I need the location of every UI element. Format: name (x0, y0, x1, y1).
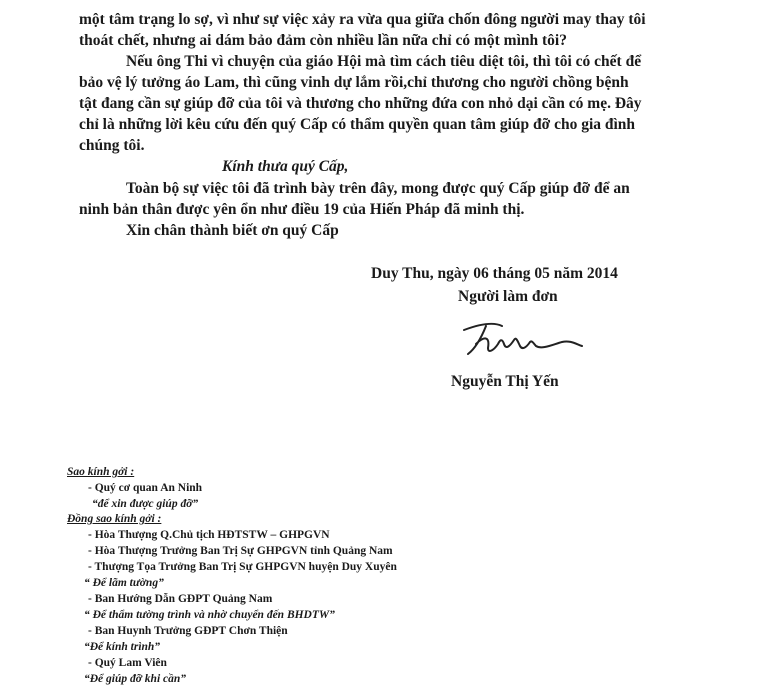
body-line-2: thoát chết, nhưng ai dám bảo đảm còn nhiều lần nữa chỉ có một mình tôi? (79, 32, 567, 49)
dong-sao-item-2: - Hòa Thượng Trưởng Ban Trị Sự GHPGVN tỉnh Quảng Nam (88, 545, 393, 557)
cc-item-1: - Quý cơ quan An Ninh (88, 482, 203, 494)
date-place: Duy Thu, ngày 06 tháng 05 năm 2014 (371, 265, 618, 282)
signer-name: Nguyễn Thị Yến (451, 373, 559, 390)
dong-sao-item-3: - Thượng Tọa Trưởng Ban Trị Sự GHPGVN huyện Duy Xuyên (88, 561, 397, 573)
closing-line-3: Xin chân thành biết ơn quý Cấp (126, 222, 339, 239)
body-line-6: chỉ là những lời kêu cứu đến quý Cấp có thẩm quyền quan tâm giúp đỡ cho gia đình (79, 116, 636, 133)
handwritten-signature (458, 314, 598, 366)
body-line-3: Nếu ông Thi vì chuyện của giáo Hội mà tìm cách tiêu diệt tôi, thì tôi có chết để (126, 53, 642, 70)
dong-sao-item-9: - Quý Lam Viên (88, 657, 167, 669)
dong-sao-item-6: “ Để thẩm tường trình và nhờ chuyển đến BHDTW” (84, 609, 335, 621)
dong-sao-item-8: “Để kính trình” (84, 641, 161, 653)
petitioner-label: Người làm đơn (458, 288, 558, 305)
body-line-7: chúng tôi. (79, 137, 145, 154)
dong-sao-item-5: - Ban Hướng Dẫn GĐPT Quảng Nam (88, 593, 273, 605)
body-line-1: một tâm trạng lo sợ, vì như sự việc xảy ra vừa qua giữa chốn đông người may thay tôi (79, 11, 646, 28)
dong-sao-item-10: “Để giúp đỡ khi cần” (84, 673, 187, 685)
body-line-4: bảo vệ lý tưởng áo Lam, thì cũng vinh dự lắm rồi,chỉ thương cho người chồng bệnh (79, 74, 629, 91)
salutation: Kính thưa quý Cấp, (222, 158, 349, 175)
dong-sao-item-4: “ Để lãm tường” (84, 577, 164, 589)
dong-sao-label: Đồng sao kính gởi : (67, 513, 162, 525)
closing-line-2: ninh bản thân được yên ổn như điều 19 của Hiến Pháp đã minh thị. (79, 201, 525, 218)
cc-label: Sao kính gởi : (67, 466, 135, 478)
body-line-5: tật đang cần sự giúp đỡ của tôi và thương cho những đứa con nhỏ dại cần có mẹ. Đây (79, 95, 642, 112)
dong-sao-item-7: - Ban Huynh Trưởng GĐPT Chơn Thiện (88, 625, 288, 637)
closing-line-1: Toàn bộ sự việc tôi đã trình bày trên đây, mong được quý Cấp giúp đỡ để an (126, 180, 630, 197)
dong-sao-item-1: - Hòa Thượng Q.Chủ tịch HĐTSTW – GHPGVN (88, 529, 330, 541)
cc-item-2: “để xin được giúp đỡ” (92, 498, 199, 510)
